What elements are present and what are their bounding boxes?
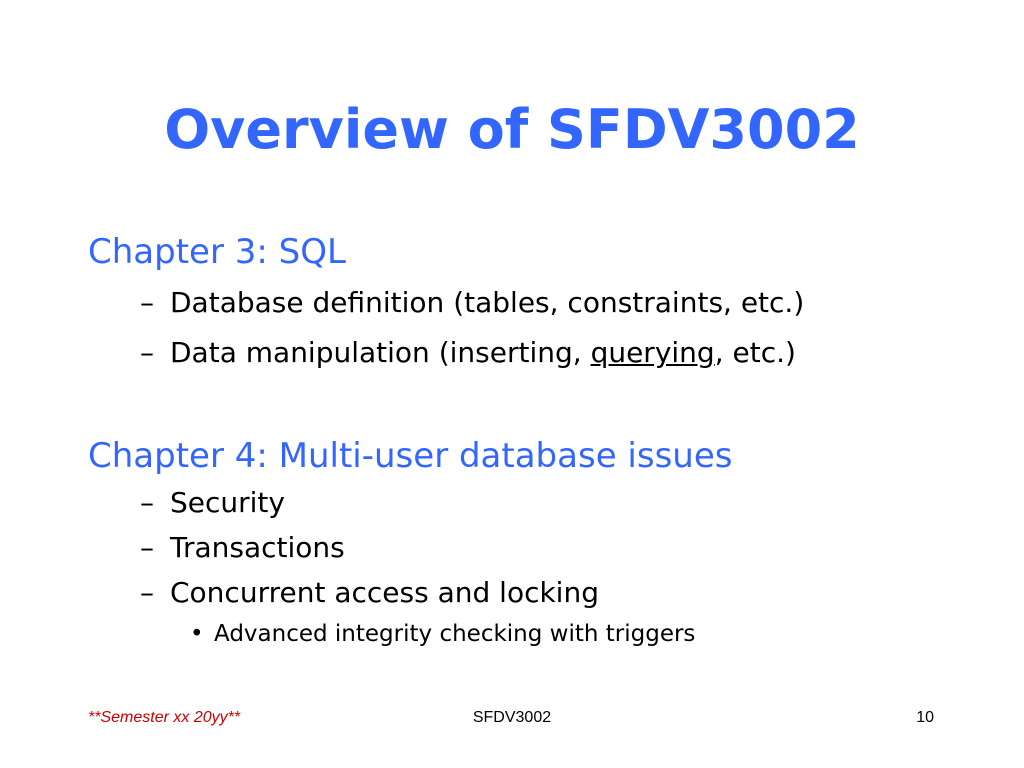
bullet-transactions <box>140 531 345 565</box>
bullet-database-definition <box>140 286 804 320</box>
slide-title: Overview of SFDV3002 <box>164 98 860 161</box>
footer-course-code: SFDV3002 <box>472 709 552 726</box>
bullet-data-manipulation <box>140 336 796 370</box>
bullet-dot-marker: • <box>190 621 204 647</box>
bullet-text: Database definition (tables, constraints, etc.) <box>170 286 805 319</box>
bullet-text: Transactions <box>170 531 345 564</box>
dash-marker: – <box>140 286 154 319</box>
dash-marker: – <box>140 531 154 564</box>
subbullet-text: Advanced integrity checking with triggers <box>214 621 696 647</box>
footer-semester: **Semester xx 20yy** <box>88 709 241 726</box>
dash-marker: – <box>140 486 154 519</box>
chapter-3-heading: Chapter 3: SQL <box>88 232 346 272</box>
bullet-concurrent-access <box>140 576 599 610</box>
bullet-text-before: Data manipulation (inserting, <box>170 336 591 369</box>
bullet-text: Concurrent access and locking <box>170 576 599 609</box>
bullet-text-after: , etc.) <box>714 336 796 369</box>
dash-marker: – <box>140 336 154 369</box>
bullet-security <box>140 486 285 520</box>
chapter-4-heading: Chapter 4: Multi-user database issues <box>88 436 733 476</box>
querying-link[interactable]: querying <box>590 336 715 369</box>
dash-marker: – <box>140 576 154 609</box>
subbullet-advanced-integrity <box>190 621 695 649</box>
bullet-text: Security <box>170 486 285 519</box>
footer-page-number: 10 <box>916 709 934 726</box>
